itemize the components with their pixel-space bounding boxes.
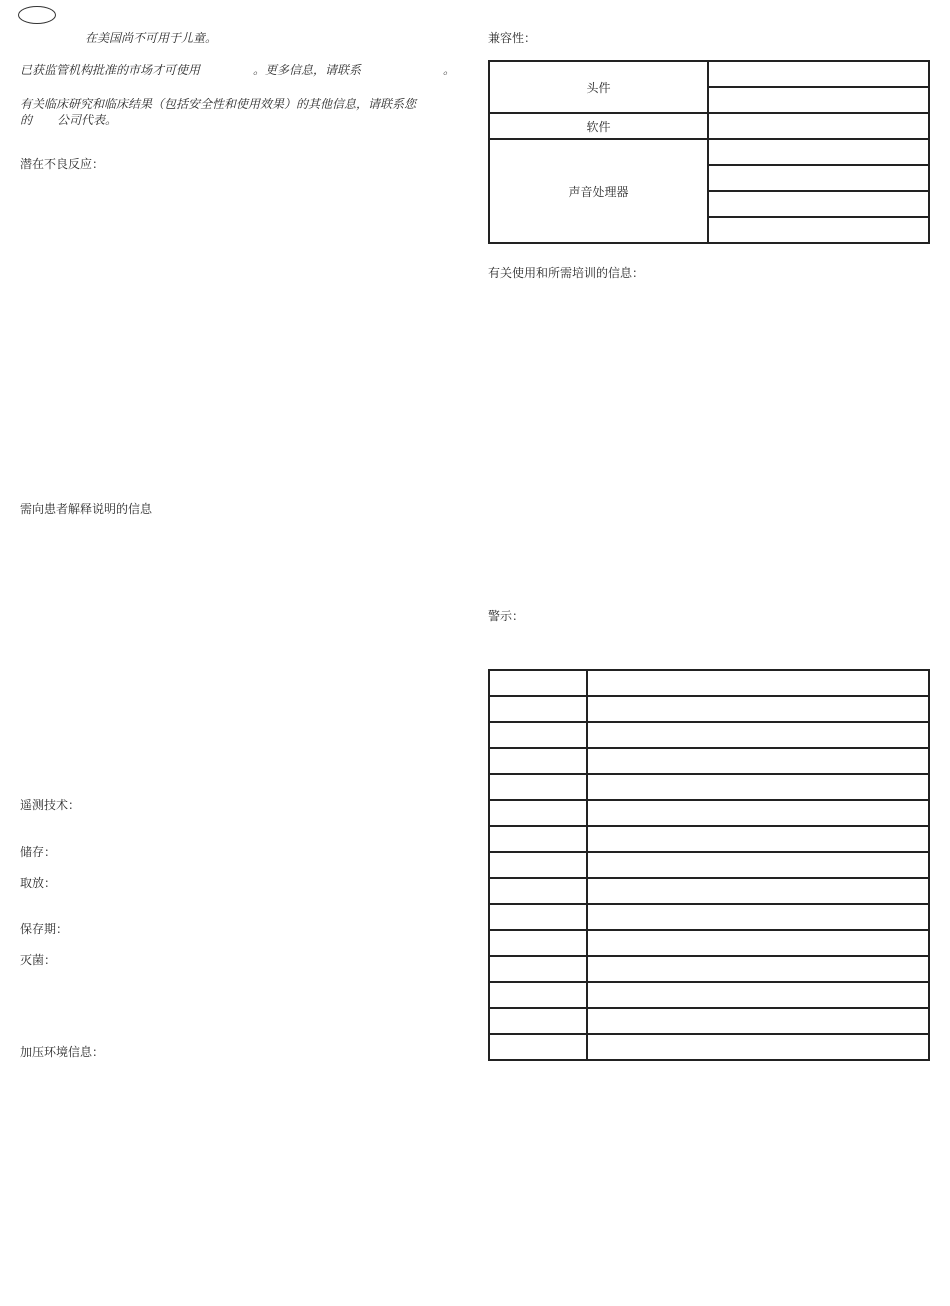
table-row bbox=[489, 878, 929, 904]
shelf-life-heading: 保存期： bbox=[20, 922, 69, 936]
table-cell bbox=[587, 774, 929, 800]
table-row bbox=[489, 61, 929, 87]
table-cell bbox=[489, 774, 587, 800]
software-cell: 软件 bbox=[489, 113, 708, 139]
table-cell bbox=[708, 191, 929, 217]
table-cell bbox=[489, 670, 587, 696]
regulatory-note-c: 。 bbox=[443, 63, 456, 77]
table-cell bbox=[708, 61, 929, 87]
table-cell bbox=[708, 113, 929, 139]
table-cell bbox=[708, 217, 929, 243]
table-row bbox=[489, 826, 929, 852]
table-cell bbox=[587, 696, 929, 722]
table-cell bbox=[587, 670, 929, 696]
regulatory-note-a: 已获监管机构批准的市场才可使用 bbox=[20, 63, 201, 77]
table-row bbox=[489, 774, 929, 800]
warning-heading: 警示： bbox=[488, 609, 525, 623]
table-cell bbox=[489, 1034, 587, 1060]
table-cell bbox=[587, 982, 929, 1008]
table-cell bbox=[708, 87, 929, 113]
table-cell bbox=[489, 800, 587, 826]
table-row bbox=[489, 982, 929, 1008]
table-row bbox=[489, 852, 929, 878]
pediatric-note: 在美国尚不可用于儿童。 bbox=[85, 31, 218, 45]
warning-symbols-table bbox=[488, 669, 930, 1061]
clinical-info-line2b: 公司代表。 bbox=[57, 113, 118, 127]
table-row bbox=[489, 696, 929, 722]
table-cell bbox=[587, 930, 929, 956]
table-cell bbox=[587, 1034, 929, 1060]
telemetry-heading: 遥测技术： bbox=[20, 798, 81, 812]
table-row bbox=[489, 748, 929, 774]
table-cell bbox=[489, 696, 587, 722]
table-row bbox=[489, 904, 929, 930]
table-cell bbox=[587, 852, 929, 878]
clinical-info-line1: 有关临床研究和临床结果（包括安全性和使用效果）的其他信息，请联系您 bbox=[20, 97, 417, 111]
region-oval-marker bbox=[18, 6, 56, 24]
table-cell bbox=[587, 748, 929, 774]
table-cell bbox=[489, 1008, 587, 1034]
training-info-heading: 有关使用和所需培训的信息： bbox=[488, 266, 645, 280]
storage-heading: 储存： bbox=[20, 845, 57, 859]
table-row bbox=[489, 800, 929, 826]
table-row bbox=[489, 139, 929, 165]
table-row bbox=[489, 956, 929, 982]
table-cell bbox=[489, 852, 587, 878]
table-cell bbox=[587, 800, 929, 826]
patient-info-heading: 需向患者解释说明的信息 bbox=[20, 502, 153, 516]
table-cell bbox=[489, 826, 587, 852]
table-cell bbox=[587, 956, 929, 982]
table-cell bbox=[489, 748, 587, 774]
sterilization-heading: 灭菌： bbox=[20, 953, 57, 967]
table-cell bbox=[587, 826, 929, 852]
table-cell bbox=[587, 1008, 929, 1034]
compatibility-heading: 兼容性： bbox=[488, 31, 537, 45]
handling-heading: 取放： bbox=[20, 876, 57, 890]
table-row bbox=[489, 1008, 929, 1034]
table-cell bbox=[587, 722, 929, 748]
table-cell bbox=[489, 982, 587, 1008]
table-cell bbox=[587, 878, 929, 904]
table-cell bbox=[587, 904, 929, 930]
headpiece-cell: 头件 bbox=[489, 61, 708, 113]
table-cell bbox=[489, 722, 587, 748]
clinical-info-line2a: 的 bbox=[20, 113, 33, 127]
compatibility-table bbox=[488, 60, 930, 244]
table-cell bbox=[489, 904, 587, 930]
table-cell bbox=[708, 139, 929, 165]
table-cell bbox=[489, 930, 587, 956]
table-cell bbox=[489, 878, 587, 904]
adverse-effects-heading: 潜在不良反应： bbox=[20, 157, 105, 171]
table-row bbox=[489, 1034, 929, 1060]
regulatory-note-b: 。更多信息，请联系 bbox=[253, 63, 362, 77]
table-row bbox=[489, 670, 929, 696]
table-cell bbox=[489, 956, 587, 982]
table-row bbox=[489, 930, 929, 956]
table-row bbox=[489, 722, 929, 748]
table-row bbox=[489, 113, 929, 139]
pressure-heading: 加压环境信息： bbox=[20, 1045, 105, 1059]
table-cell bbox=[708, 165, 929, 191]
sound-processor-cell: 声音处理器 bbox=[489, 139, 708, 243]
